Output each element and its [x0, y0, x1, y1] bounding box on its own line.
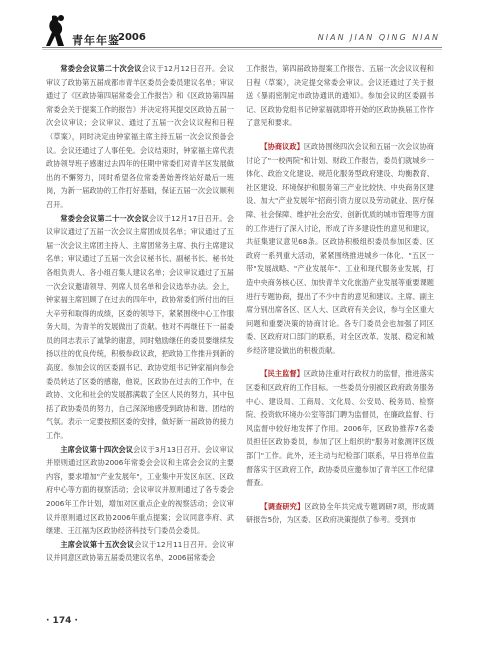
page-number: · 174 · — [46, 616, 78, 626]
section-text: 区政协注重对行政权力的监督，推进落实区委和区政府的工作目标。一些委员分别被区政府政务服务中心、建设局、工商局、文化局、公安局、税务局、检察院、投资软环境办公室等部门聘为监督员，在廉政监督、行风监督中较好地发挥了作用。2006年，区政协推荐7名委员担任区政协委员，参加了区上组织的"服务对象测评区级部门"工作。此外，还主动与纪检部门联系，早日将单位监督落实于区政府工作，政协委员应邀参加了青羊区工作纪律督查。 — [246, 369, 434, 488]
section-paragraph — [246, 140, 434, 358]
paragraph-continued: 工作报告，第四届政协提案工作报告、五届一次会议议程和日程（草案），决定提交常委会审议。会议还通过了关于报送《暴雨密制定市政协通讯的通知》。参加会议的区委副书记、区政协党组书记钟家福就即将开始的区政协换届工作作了意见和要求。 — [246, 64, 434, 128]
item-text: 会议于12月12日召开。会议审议了政协第五届成都市青羊区委员会委员建议名单；审议通过了《区政协第四届常委会工作报告》和《区政协第四届常委会关于提案工作的报告》并决定将其提交区政协五届一次会议审议；会议审议、通过了五届一次会议议程和日程（草案），同时决定由钟家福主席主持五届一次会议预备会议。会议还通过了人事任免。会议结束时，钟家福主席代表政协领导班子感谢过去四年的任期中常委们对青羊区发展做出的不懈努力，同时希望各位常委善始善终站好最后一班岗，为新一届政协的工作打好基础，保证五届一次会议顺利召开。 — [46, 64, 234, 209]
header-english-text: NIAN JIAN QING NIAN — [317, 33, 440, 42]
item-lead: 常委会会议第二十次会议 — [60, 64, 142, 73]
item-lead: 常委会会议第二十一次会议 — [60, 213, 150, 223]
item-lead: 主席会议第十四次会议 — [60, 444, 134, 454]
item-text: 会议于12月17日召开。会议审议通过了五届一次会议主席团成员名单；审议通过了五届一次会议主席团主持人、主席团常务主席、执行主席建议名单；审议通过了五届一次会议秘书长、副秘书长、秘书处各组负责人、各小组召集人建议名单；会议审议通过了五届一次会议邀请领导、列席人员名单和会议选举办法。会上，钟家福主席回顾了在过去的四年中，政协常委们所付出的巨大辛劳和取得的成绩，区委的领导下，紧紧围绕中心工作服务大局，为青羊的发展做出了贡献。他对不再继任下一届委员的同志表示了诚挚的谢意，同时勉励继任的委员要继续发扬以往的优良传统，积极参政议政，把政协工作推升到新的高度。参加会议的区委副书记、政协党组书记钟家福向参会委员转达了区委的感谢，他说，区政协在过去的工作中，在政协、文化和社会的发展都满载了全区人民的努力，其中包括了政协委员的努力，自己深深地感受到政协和谐、团结的气氛。表示一定要按照区委的安排，做好新一届政协的接力工作。 — [46, 213, 234, 441]
paragraph — [46, 538, 234, 565]
header-rule-thin — [42, 49, 442, 50]
paragraph — [46, 62, 234, 212]
paragraph — [46, 212, 234, 443]
section-tag: 【协商议政】 — [260, 141, 304, 151]
right-column — [246, 62, 434, 527]
section-text: 区政协围绕四次会议和五届一次会议协商讨论了"一校两院"和计划、财政工作报告，委员们就城乡一体化、政治文化建设、规范化服务型政府建设、均衡教育、社区建设、环境保护和服务第三产业比较快、中央商务区建设、加大"产业发展年"招商引资力度以及劳动就业、医疗保障、社会保障、维护社会治安、创新优质的城市管理等方面的工作进行了深入讨论，形成了许多建设性的意见和建议，共征集建议意见68条。区政协积极组织委员参加区委、区政府一系列重大活动，紧紧围绕推进城乡一体化、"五区一带"发展战略、"产业发展年"、工业和现代服务业发展，打造中央商务核心区、加快青羊文化旅游产业发展等重要课题进行专题协商，提出了不少中肯的意见和建议。主席、副主席分别出席各区、区人大、区政府有关会议，参与全区重大问题和重要决策的协商讨论。各专门委员会也加强了同区委、区政府对口部门的联系，对全区改革、发展、稳定和城乡经济建设做出的积极贡献。 — [246, 141, 434, 355]
page-header — [0, 0, 480, 56]
section-tag: 【调查研究】 — [260, 501, 305, 511]
section-tag: 【民主监督】 — [260, 369, 304, 379]
section-paragraph — [246, 500, 434, 527]
logo-figure-icon — [46, 14, 68, 48]
item-lead: 主席会议第十五次会议 — [60, 539, 135, 549]
item-text: 会议于12月11日召开。会议审议并同意区政协第五届委员建议名单，2006届常委会 — [46, 539, 234, 563]
section-paragraph — [246, 367, 434, 489]
header-rule — [42, 47, 442, 48]
brand-year: 2006 — [118, 32, 146, 43]
brand-title: 青年年鉴 — [72, 34, 120, 47]
left-column — [46, 62, 234, 565]
item-text: 会议于3月13日召开。会议审议并原则通过区政协2006年常委会会议和主席会会议的主要内容，要求增加"产业发展年"，工业集中开发区东区、区政府中心等方面的视察活动；会议审议并原则通过了各专委会2006年工作计划，增加对区重点企业的视察活动；会议审议并原则通过区政协2006年重点提案；会议同意李府、武继建、王江福为区政协经济科技专门委员会委员。 — [46, 444, 234, 536]
paragraph — [46, 443, 234, 538]
section-text: 区政协全年共完成专题调研7项，形成调研报告5份，为区委、区政府决策提供了参考。受到市 — [246, 501, 434, 525]
